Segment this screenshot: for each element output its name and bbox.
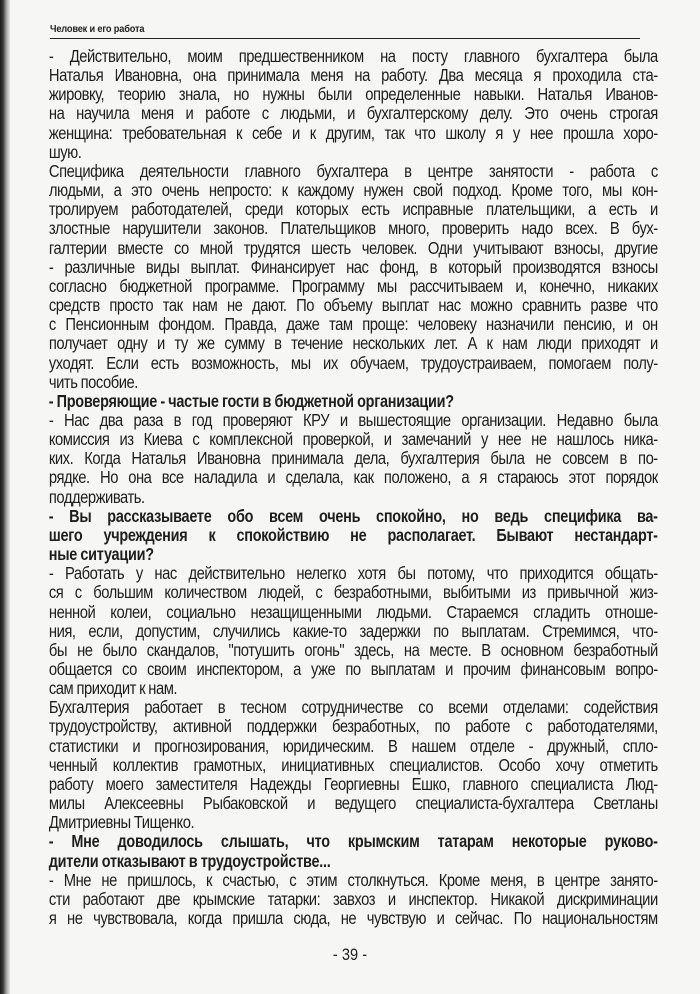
text-line: ния, если, допустим, случились какие-то задержки по выплатам. Стремимся, что- bbox=[48, 620, 658, 641]
text-line: ченный коллектив грамотных, инициативных специалистов. Особо хочу отметить bbox=[48, 754, 658, 775]
text-line: бы не было скандалов, "потушить огонь" здесь, на месте. В основном безработный bbox=[48, 639, 658, 660]
text-line: тролируем работодателей, среди которых есть исправные плательщики, а есть и bbox=[48, 199, 658, 220]
interview-question bbox=[42, 507, 658, 564]
text-line: - различные виды выплат. Финансирует нас фонд, в который производятся взносы bbox=[48, 256, 658, 277]
text-line: рядке. Но она все наладила и сделала, как положено, а я стараюсь этот порядок bbox=[48, 467, 658, 488]
running-header-title: Человек и его работа bbox=[50, 23, 145, 35]
text-line: работу моего заместителя Надежды Георгиевны Ешко, главного специалиста Люд- bbox=[48, 773, 658, 794]
text-line: Специфика деятельности главного бухгалтера в центре занятости - работа с bbox=[48, 160, 658, 181]
text-line: - Мне не пришлось, к счастью, с этим столкнуться. Кроме меня, в центре занято- bbox=[48, 869, 658, 890]
text-line: жировку, теорию знала, но нужны были определенные навыки. Наталья Иванов- bbox=[48, 84, 658, 105]
text-line: сам приходит к нам. bbox=[48, 678, 178, 699]
text-line: согласно бюджетной программе. Программу мы рассчитываем и, конечно, никаких bbox=[48, 275, 658, 296]
text-line: милы Алексеевны Рыбаковской и ведущего специалиста-бухгалтера Светланы bbox=[48, 793, 658, 814]
text-line: с Пенсионным фондом. Правда, даже там проще: человеку назначили пенсию, и он bbox=[48, 314, 658, 335]
text-line: шего учреждения к спокойствию не располагает. Бывают нестандарт- bbox=[48, 524, 658, 545]
interview-answer bbox=[42, 411, 658, 507]
text-line: - Нас два раза в год проверяют КРУ и вышестоящие организации. Недавно была bbox=[48, 409, 658, 430]
running-header bbox=[50, 22, 640, 39]
text-line: - Действительно, моим предшественником на посту главного бухгалтера была bbox=[48, 46, 658, 66]
text-line: Дмитриевны Тищенко. bbox=[48, 812, 195, 833]
text-line: общается со своим инспектором, а уже по выплатам и прочим финансовым вопро- bbox=[48, 659, 658, 679]
text-line: ких. Когда Наталья Ивановна принимала дела, бухгалтерия была не совсем в по- bbox=[48, 448, 658, 469]
text-line: Бухгалтерия работает в тесном сотрудничестве со всеми отделами: содействия bbox=[48, 697, 658, 718]
text-line: комиссия из Киева с комплексной проверкой, и замечаний у нее не нашлось ника- bbox=[48, 429, 658, 450]
text-line: ся с большим количеством людей, с безработными, выбитыми из привычной жиз- bbox=[48, 582, 658, 603]
interview-answer bbox=[42, 162, 658, 392]
text-line: чить пособие. bbox=[48, 371, 138, 392]
interview-answer bbox=[42, 564, 658, 698]
text-line: шую. bbox=[48, 141, 82, 162]
scan-edge-shadow bbox=[0, 0, 10, 994]
interview-answer bbox=[42, 871, 658, 928]
text-line: ненной колеи, социально незащищенными людьми. Стараемся сгладить отноше- bbox=[48, 601, 658, 622]
text-line: злостные нарушители законов. Плательщиков много, проверить надо всех. В бух- bbox=[48, 218, 658, 239]
text-line: уходят. Если есть возможность, мы их обучаем, трудоустраиваем, помогаем полу- bbox=[48, 352, 658, 373]
text-line: - Проверяющие - частые гости в бюджетной организации? bbox=[48, 390, 454, 411]
text-line: сти работают две крымские татарки: завхоз и инспектор. Никакой дискриминации bbox=[48, 888, 658, 909]
text-line: трудоустройству, активной поддержки безработных, по работе с работодателями, bbox=[48, 716, 658, 737]
interview-answer bbox=[42, 698, 658, 832]
interview-question bbox=[42, 832, 658, 870]
text-line: я не чувствовала, когда пришла сюда, не чувствую и сейчас. По национальностям bbox=[48, 908, 658, 929]
page-number: - 39 - bbox=[332, 945, 368, 964]
text-line: получает одну и ту же сумму в течение нескольких лет. А к нам люди приходят и bbox=[48, 333, 658, 354]
text-line: поддерживать. bbox=[48, 486, 145, 507]
text-line: ные ситуации? bbox=[48, 544, 154, 565]
interview-answer bbox=[42, 47, 658, 162]
text-line: - Работать у нас действительно нелегко хотя бы потому, что приходится общать- bbox=[48, 563, 658, 584]
text-line: галтерии вместе со мной трудятся шесть человек. Одни учитывают взносы, другие bbox=[48, 237, 658, 258]
text-line: статистики и прогнозирования, юридическим. В нашем отделе - дружный, спло- bbox=[48, 735, 658, 756]
text-line: - Мне доводилось слышать, что крымским татарам некоторые руково- bbox=[48, 831, 658, 852]
text-line: дители отказывают в трудоустройстве... bbox=[48, 850, 331, 871]
article-body bbox=[42, 47, 658, 928]
text-line: Наталья Ивановна, она принимала меня на работу. Два месяца я проходила ста- bbox=[48, 65, 658, 86]
text-line: людьми, а это очень непросто: к каждому нужен свой подход. Кроме того, мы кон- bbox=[48, 180, 658, 201]
text-line: на научила меня и работе с людьми, и бухгалтерскому делу. Это очень строгая bbox=[48, 103, 658, 124]
text-line: - Вы рассказываете обо всем очень спокойно, но ведь специфика ва- bbox=[48, 505, 658, 526]
text-line: средств просто так нам не дают. По объему выплат нас можно сравнить разве что bbox=[48, 295, 658, 316]
text-line: женщина: требовательная к себе и к другим, так что школу я у нее прошла хоро- bbox=[48, 122, 658, 143]
interview-question bbox=[42, 392, 658, 411]
